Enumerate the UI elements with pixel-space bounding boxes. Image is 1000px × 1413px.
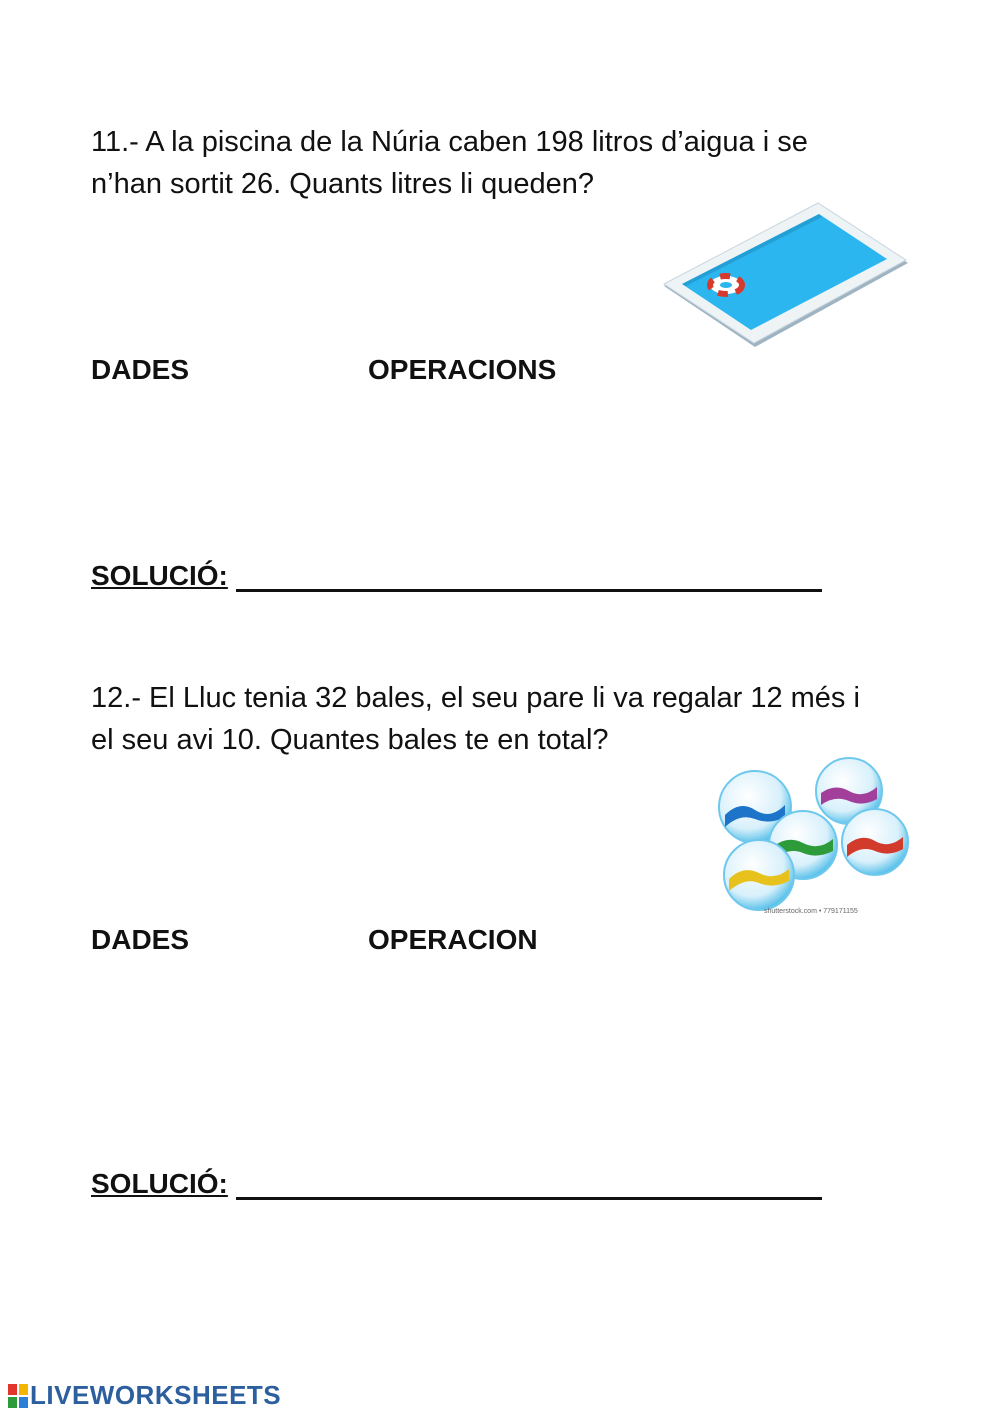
marble-red [842,809,908,875]
marbles-image [715,755,915,920]
operations-label-12: OPERACION [368,924,538,955]
footer-brand-text: LIVEWORKSHEETS [30,1380,282,1410]
data-label-11: DADES [91,354,190,385]
solution-row-12 [91,1168,822,1200]
question-12-text [91,677,911,761]
question-11-line-2: n’han sortit 26. Quants litres li queden? [91,168,594,200]
question-12-line-1: 12.- El Lluc tenia 32 bales, el seu pare li va regalar 12 més i [91,682,860,714]
liveworksheets-logo-icon [8,1384,28,1408]
solution-label-12: SOLUCIÓ: [91,1168,228,1199]
question-11-line-1: 11.- A la piscina de la Núria caben 198 litros d’aigua i se [91,126,808,158]
solution-row-11 [91,560,822,592]
data-label-12: DADES [91,924,190,955]
question-12-line-2: el seu avi 10. Quantes bales te en total? [91,724,609,756]
lifebuoy-icon [710,276,742,294]
footer-branding [8,1380,281,1411]
marble-yellow [724,840,794,910]
question-11-text [91,121,911,205]
solution-label-11: SOLUCIÓ: [91,560,228,591]
image-credit: shutterstock.com • 779171155 [764,908,858,915]
operations-label-11: OPERACIONS [368,354,557,385]
solution-answer-line-11[interactable] [236,561,822,592]
solution-answer-line-12[interactable] [236,1169,822,1200]
swimming-pool-image [660,200,910,350]
